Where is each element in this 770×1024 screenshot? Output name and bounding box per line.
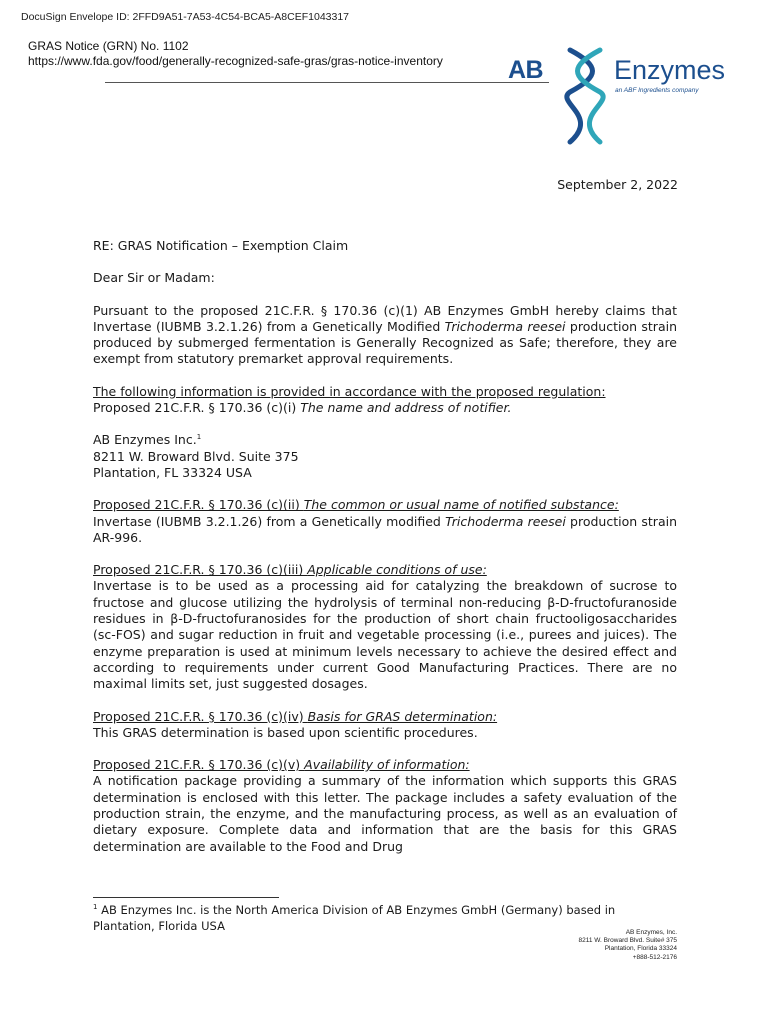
logo-enzymes-text: Enzymes bbox=[614, 55, 726, 85]
intro-paragraph: Pursuant to the proposed 21C.F.R. § 170.36 (c)(1) AB Enzymes GmbH hereby claims that Invertase (IUBMB 3.2.1.26) from a Genetically Modified Trichoderma reesei production strain produced by submerged fermentation is Generally Recognized as Safe; therefore, they are exempt from statutory premarket approval requirements. bbox=[93, 302, 677, 367]
section-i-heading: Proposed 21C.F.R. § 170.36 (c)(i) The name and address of notifier. bbox=[93, 400, 512, 416]
footer-address: AB Enzymes, Inc. 8211 W. Broward Blvd. Suite# 375 Plantation, Florida 33324 +888-512-2176 bbox=[578, 929, 677, 961]
section-v-text: A notification package providing a summary of the information which supports this GRAS determination is enclosed with this letter. The package includes a safety evaluation of the production strain, the enzyme, and the manufacturing process, as well as an evaluation of dietary exposure. Complete data and information that are the basis for this GRAS determination are available to the Food and Drug bbox=[93, 773, 677, 854]
section-iii-heading: Proposed 21C.F.R. § 170.36 (c)(iii) Applicable conditions of use: bbox=[93, 562, 487, 578]
re-line: RE: GRAS Notification – Exemption Claim bbox=[93, 238, 349, 253]
salutation: Dear Sir or Madam: bbox=[93, 270, 215, 286]
section-iv-heading: Proposed 21C.F.R. § 170.36 (c)(iv) Basis for GRAS determination: bbox=[93, 708, 498, 724]
letter-body bbox=[93, 238, 677, 855]
footnote-ref: 1 bbox=[196, 433, 202, 442]
footnote: $^1$ AB Enzymes Inc. is the North America Division of AB Enzymes GmbH (Germany) based in Plantation, Florida USA bbox=[93, 903, 616, 933]
header-rule bbox=[105, 82, 549, 83]
notifier-name: AB Enzymes Inc.$^1$ bbox=[93, 432, 202, 448]
notifier-city: Plantation, FL 33324 USA bbox=[93, 464, 252, 480]
gras-inventory-url: https://www.fda.gov/food/generally-recognized-safe-gras/gras-notice-inventory bbox=[28, 54, 443, 68]
section-iii-text: Invertase is to be used as a processing aid for catalyzing the breakdown of sucrose to fructose and glucose utilizing the hydrolysis of terminal non-reducing β-D-fructofuranoside residues in β-D-fructofuranosides for the production of short chain fructooligosaccharides (sc-FOS) and sugar reduction in fruit and vegetable processing (i.e., purees and juices). The enzyme preparation is used at minimum levels necessary to achieve the desired effect and according to requirements under current Good Manufacturing Practices. There are no maximal limits set, just suggested dosages. bbox=[93, 578, 677, 692]
section-ii-text: Invertase (IUBMB 3.2.1.26) from a Genetically modified Trichoderma reesei production strain AR-996. bbox=[93, 513, 677, 545]
footnote-rule bbox=[93, 897, 279, 898]
logo-ab-text: AB bbox=[508, 56, 544, 84]
section-ii-heading: Proposed 21C.F.R. § 170.36 (c)(ii) The common or usual name of notified substance: bbox=[93, 497, 619, 513]
grn-number: GRAS Notice (GRN) No. 1102 bbox=[28, 39, 189, 53]
letter-date: September 2, 2022 bbox=[557, 177, 678, 192]
docusign-envelope-id: DocuSign Envelope ID: 2FFD9A51-7A53-4C54-BCA5-A8CEF1043317 bbox=[21, 11, 350, 23]
section-v-heading: Proposed 21C.F.R. § 170.36 (c)(v) Availability of information: bbox=[93, 757, 470, 773]
notifier-street: 8211 W. Broward Blvd. Suite 375 bbox=[93, 448, 299, 464]
info-heading: The following information is provided in accordance with the proposed regulation: bbox=[93, 383, 606, 399]
section-iv-text: This GRAS determination is based upon scientific procedures. bbox=[93, 724, 478, 740]
dna-helix-icon bbox=[560, 46, 610, 146]
header-block bbox=[28, 39, 443, 69]
logo-tagline: an ABF Ingredients company bbox=[615, 87, 699, 94]
